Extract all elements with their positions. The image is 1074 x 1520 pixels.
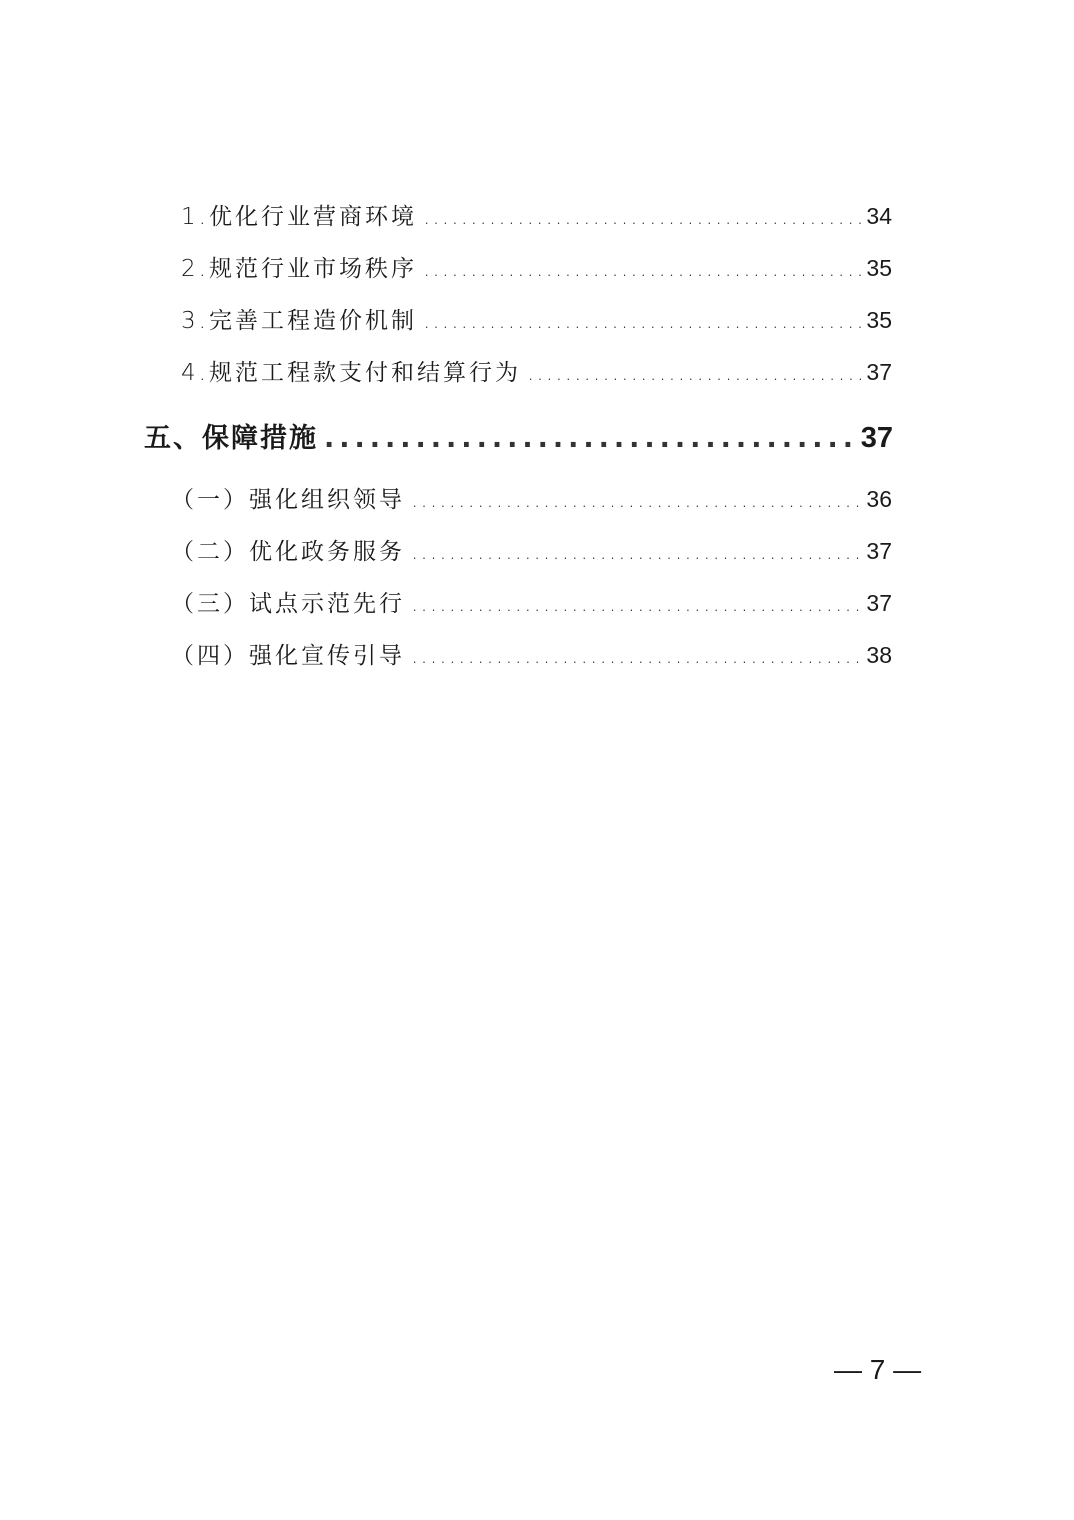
toc-heading-page: 37: [860, 422, 893, 454]
toc-entry-page: 37: [866, 590, 892, 616]
dot-leader: [423, 204, 862, 230]
toc-entry-page: 36: [866, 486, 892, 512]
toc-entry-page: 34: [866, 203, 892, 229]
toc-heading-title: 五、保障措施: [144, 423, 318, 454]
toc-entry-page: 35: [866, 307, 892, 333]
dot-leader: [423, 256, 862, 282]
toc-entry-title: （四）强化宣传引导: [171, 643, 405, 669]
toc-heading-entry[interactable]: [144, 416, 893, 455]
dot-leader: [423, 308, 862, 334]
toc-entry-title: （一）强化组织领导: [171, 487, 405, 513]
dot-leader: [411, 591, 862, 617]
dot-leader: [411, 643, 862, 669]
toc-entry-title: 3.完善工程造价机制: [181, 308, 417, 334]
toc-entry-page: 38: [866, 642, 892, 668]
toc-entry-page: 37: [866, 359, 892, 385]
toc-entry-title: （二）优化政务服务: [171, 539, 405, 565]
toc-entry-title: （三）试点示范先行: [171, 591, 405, 617]
toc-entry-title: 1.优化行业营商环境: [181, 204, 417, 230]
toc-entry-page: 35: [866, 255, 892, 281]
toc-entry-title: 4.规范工程款支付和结算行为: [181, 360, 521, 386]
dot-leader: [411, 539, 862, 565]
toc-entry[interactable]: [181, 198, 892, 231]
toc-entry[interactable]: [181, 250, 892, 283]
toc-entry[interactable]: [171, 481, 892, 514]
toc-entry[interactable]: [181, 302, 892, 335]
toc-entry[interactable]: [171, 637, 892, 670]
toc-entry-title: 2.规范行业市场秩序: [181, 256, 417, 282]
page-number: — 7 —: [834, 1354, 922, 1385]
dot-leader: [324, 423, 857, 454]
dot-leader: [527, 360, 862, 386]
dot-leader: [411, 487, 862, 513]
toc-entry[interactable]: [171, 585, 892, 618]
toc-entry[interactable]: [171, 533, 892, 566]
toc-entry[interactable]: [181, 354, 892, 387]
toc-entry-page: 37: [866, 538, 892, 564]
